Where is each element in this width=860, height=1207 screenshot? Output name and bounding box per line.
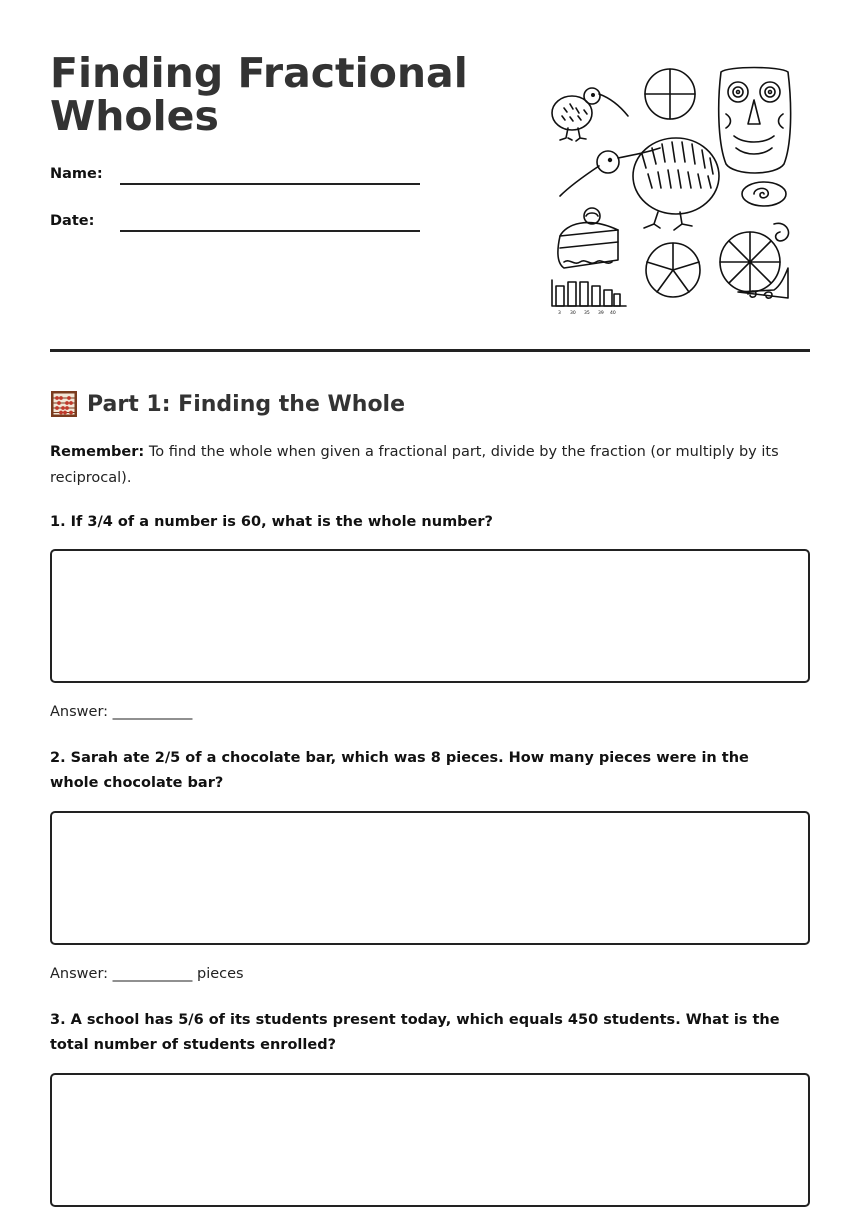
- work-box-3[interactable]: [50, 1073, 810, 1207]
- header-divider: [50, 349, 810, 352]
- fraction-circle-eighths-icon: [720, 223, 789, 298]
- name-label: Name:: [50, 166, 103, 182]
- answer-line-2[interactable]: Answer: ___________ pieces: [50, 966, 244, 982]
- fraction-circle-quarters-icon: [645, 69, 695, 119]
- fraction-circle-fifths-icon: [646, 243, 700, 297]
- question-2: 2. Sarah ate 2/5 of a chocolate bar, which was 8 pieces. How many pieces were in the whole chocolate bar?: [50, 750, 749, 791]
- abacus-icon: [50, 390, 78, 418]
- work-box-1[interactable]: [50, 549, 810, 683]
- work-box-2[interactable]: [50, 811, 810, 945]
- date-line[interactable]: [120, 230, 420, 232]
- title-line-2: Wholes: [50, 92, 219, 140]
- remember-label: Remember:: [50, 444, 145, 460]
- question-1: 1. If 3/4 of a number is 60, what is the whole number?: [50, 514, 493, 530]
- koru-spiral-icon: [742, 182, 786, 206]
- title-line-1: Finding Fractional: [50, 49, 468, 97]
- part1-heading: [50, 388, 405, 420]
- bar-graph-tick: 40: [610, 311, 616, 316]
- part1-title: Part 1: Finding the Whole: [87, 391, 406, 417]
- cake-slice-icon: [558, 208, 618, 268]
- name-field[interactable]: [50, 166, 420, 196]
- bar-graph-tick: 30: [570, 311, 576, 316]
- bar-graph-tick: 35: [584, 311, 590, 316]
- remember-text: To find the whole when given a fractional part, divide by the fraction (or multiply by its reciprocal).: [50, 444, 779, 486]
- question-3: 3. A school has 5/6 of its students present today, which equals 450 students. What is the total number of students enrolled?: [50, 1012, 780, 1053]
- date-label: Date:: [50, 213, 95, 229]
- bar-graph-icon: [552, 280, 626, 316]
- header-illustration: [548, 64, 798, 320]
- bar-graph-tick: 3: [558, 311, 561, 316]
- name-line[interactable]: [120, 183, 420, 185]
- remember-note: [50, 439, 810, 491]
- tiki-carving-icon: [719, 68, 791, 174]
- kiwi-bird-icon: [552, 88, 628, 141]
- bar-graph-tick: 39: [598, 311, 604, 316]
- worksheet-title: [50, 49, 470, 140]
- answer-line-1[interactable]: Answer: ___________: [50, 704, 193, 720]
- date-field[interactable]: [50, 213, 420, 243]
